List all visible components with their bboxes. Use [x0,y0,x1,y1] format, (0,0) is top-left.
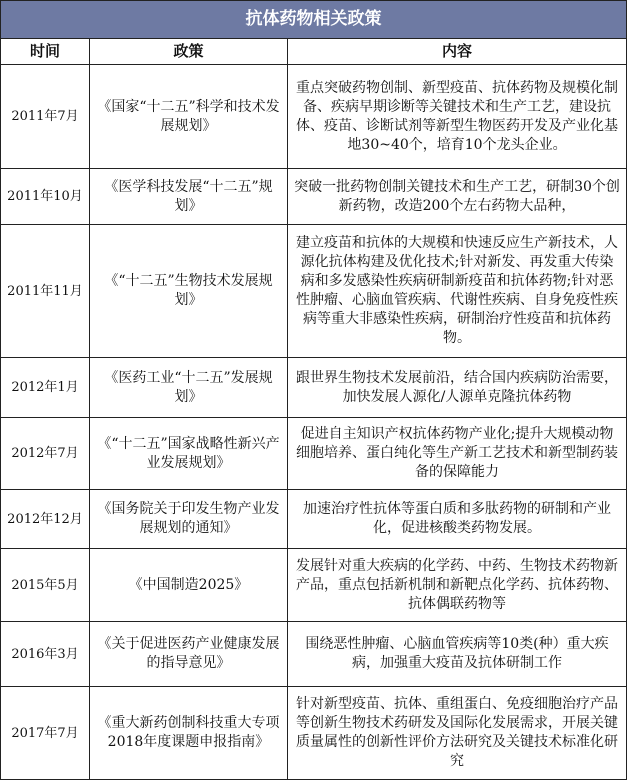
cell-content: 跟世界生物技术发展前沿，结合国内疾病防治需要，加快发展人源化/人源单克隆抗体药物 [288,358,627,418]
cell-content: 重点突破药物创制、新型疫苗、抗体药物及规模化制备、疾病早期诊断等关键技术和生产工艺，建设抗体、疫苗、诊断试剂等新型生物医药开发及产业化基地30~40个，培育10个龙头企业。 [288,65,627,169]
cell-policy: 《中国制造2025》 [90,549,288,622]
cell-policy: 《医药工业“十二五”发展规划》 [90,358,288,418]
table-title: 抗体药物相关政策 [1,1,627,39]
cell-content: 突破一批药物创制关键技术和生产工艺，研制30个创新药物，改造200个左右药物大品种， [288,169,627,225]
cell-policy: 《医学科技发展“十二五”规划》 [90,169,288,225]
cell-time: 2017年7月 [1,687,90,780]
cell-time: 2011年11月 [1,225,90,358]
cell-time: 2012年7月 [1,418,90,490]
cell-time: 2012年1月 [1,358,90,418]
cell-policy: 《关于促进医药产业健康发展的指导意见》 [90,622,288,687]
cell-content: 建立疫苗和抗体的大规模和快速反应生产新技术，人源化抗体构建及优化技术;针对新发、再发重大传染病和多发感染性疾病研制新疫苗和抗体药物;针对恶性肿瘤、心脑血管疾病、代谢性疾病、自身免疫性疾病等重大非感染性疾病，研制治疗性疫苗和抗体药物。 [288,225,627,358]
table-row [1,65,627,169]
cell-policy: 《国家“十二五”科学和技术发展规划》 [90,65,288,169]
cell-time: 2016年3月 [1,622,90,687]
cell-content: 围绕恶性肿瘤、心脑血管疾病等10类(种）重大疾病，加强重大疫苗及抗体研制工作 [288,622,627,687]
cell-time: 2011年10月 [1,169,90,225]
cell-content: 针对新型疫苗、抗体、重组蛋白、免疫细胞治疗产品等创新生物技术药研发及国际化发展需求，开展关键质量属性的创新性评价方法研究及关键技术标准化研究 [288,687,627,780]
table-row [1,622,627,687]
table-row [1,490,627,549]
cell-policy: 《“十二五”生物技术发展规划》 [90,225,288,358]
table-row [1,687,627,780]
cell-content: 促进自主知识产权抗体药物产业化;提升大规模动物细胞培养、蛋白纯化等生产新工艺技术和新型制药装备的保障能力 [288,418,627,490]
cell-content: 发展针对重大疾病的化学药、中药、生物技术药物新产品，重点包括新机制和新靶点化学药、抗体药物、抗体偶联药物等 [288,549,627,622]
table-row [1,358,627,418]
table-row [1,418,627,490]
cell-time: 2015年5月 [1,549,90,622]
cell-time: 2012年12月 [1,490,90,549]
cell-content: 加速治疗性抗体等蛋白质和多肽药物的研制和产业化，促进核酸类药物发展。 [288,490,627,549]
table-row [1,225,627,358]
header-content: 内容 [288,39,627,65]
header-time: 时间 [1,39,90,65]
cell-policy: 《“十二五”国家战略性新兴产业发展规划》 [90,418,288,490]
table-row [1,549,627,622]
cell-policy: 《国务院关于印发生物产业发展规划的通知》 [90,490,288,549]
cell-policy: 《重大新药创制科技重大专项2018年度课题申报指南》 [90,687,288,780]
header-policy: 政策 [90,39,288,65]
table-row [1,169,627,225]
cell-time: 2011年7月 [1,65,90,169]
